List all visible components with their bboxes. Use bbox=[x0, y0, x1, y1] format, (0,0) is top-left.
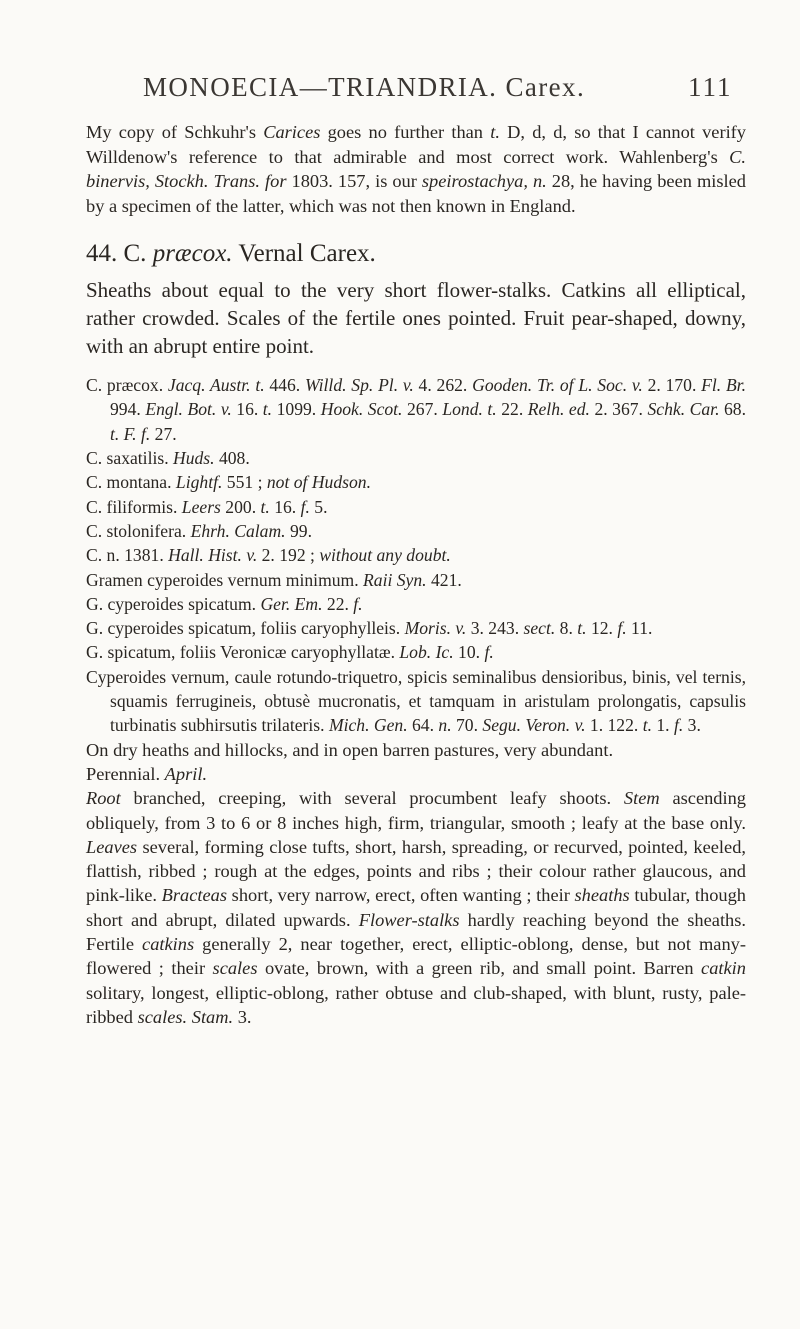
running-title: MONOECIA—TRIANDRIA. Carex. bbox=[143, 72, 586, 102]
species-description bbox=[86, 738, 746, 1030]
running-header bbox=[0, 72, 800, 112]
synonym-entry: C. stolonifera. Ehrh. Calam. 99. bbox=[86, 520, 312, 541]
synonym-entry: G. cyperoides spicatum, foliis caryophylleis. Moris. v. 3. 243. sect. 8. t. 12. f. 11. bbox=[86, 618, 653, 639]
intro-text: My copy of Schkuhr's Carices goes no further than t. D, d, d, so that I cannot verify Willdenow's reference to that admirable and most correct work. Wahlenberg's C. binervis, Stockh. Trans. for 1803. 157, is our speirostachya, n. 28, he having been misled by a specimen of the latter, which was not then known in England. bbox=[86, 122, 746, 216]
page-number: 111 bbox=[688, 72, 733, 102]
synonym-entry: C. montana. Lightf. 551 ; not of Hudson. bbox=[86, 472, 371, 493]
synonym-entry: C. saxatilis. Huds. 408. bbox=[86, 448, 250, 469]
synonym-entry: Cyperoides vernum, caule rotundo-triquetro, spicis seminalibus densioribus, binis, vel ternis, squamis ferrugineis, obtusè mucronatis, et tamquam in aristulam prolongatis, capsulis turbinatis subhirsutis trilateris. Mich. Gen. 64. n. 70. Segu. Veron. v. 1. 122. t. 1. f. 3. bbox=[86, 666, 746, 736]
synonym-entry: G. cyperoides spicatum. Ger. Em. 22. f. bbox=[86, 593, 363, 614]
synonym-entry: C. n. 1381. Hall. Hist. v. 2. 192 ; without any doubt. bbox=[86, 545, 451, 566]
intro-paragraph bbox=[86, 120, 746, 218]
species-diagnosis: Sheaths about equal to the very short flower-stalks. Catkins all elliptical, rather crowded. Scales of the fertile ones pointed. Fruit pear-shaped, downy, with an abrupt entire point. bbox=[86, 278, 746, 358]
synonym-entry: G. spicatum, foliis Veronicæ caryophyllatæ. Lob. Ic. 10. f. bbox=[86, 642, 494, 663]
page-body bbox=[86, 120, 746, 1029]
habitat-text: On dry heaths and hillocks, and in open barren pastures, very abundant. bbox=[86, 739, 614, 760]
duration-text: Perennial. April. bbox=[86, 763, 208, 784]
synonym-entry: Gramen cyperoides vernum minimum. Raii Syn. 421. bbox=[86, 569, 462, 590]
species-heading: 44. C. præcox. Vernal Carex. bbox=[86, 240, 376, 268]
morphology-text: Root branched, creeping, with several procumbent leafy shoots. Stem ascending obliquely, from 3 to 6 or 8 inches high, firm, triangular, smooth ; leafy at the base only. Leaves several, forming close tufts, short, harsh, spreading, or recurved, pointed, keeled, flattish, ribbed ; rough at the edges, points and ribs ; their colour rather glaucous, and pink-like. Bracteas short, very narrow, erect, often wanting ; their sheaths tubular, though short and abrupt, dilated upwards. Flower-stalks hardly reaching beyond the sheaths. Fertile catkins generally 2, near together, erect, elliptic-oblong, dense, but not many-flowered ; their scales ovate, brown, with a green rib, and small point. Barren catkin solitary, longest, elliptic-oblong, rather obtuse and club-shaped, with blunt, rusty, pale-ribbed scales. Stam. 3. bbox=[86, 788, 747, 1027]
synonym-entry: C. filiformis. Leers 200. t. 16. f. 5. bbox=[86, 496, 328, 517]
synonym-entry: C. præcox. Jacq. Austr. t. 446. Willd. Sp. Pl. v. 4. 262. Gooden. Tr. of L. Soc. v. 2. 170. Fl. Br. 994. Engl. Bot. v. 16. t. 1099. Hook. Scot. 267. Lond. t. 22. Relh. ed. 2. 367. Schk. Car. 68. t. F. f. 27. bbox=[86, 375, 746, 444]
synonymy-list bbox=[86, 373, 746, 737]
